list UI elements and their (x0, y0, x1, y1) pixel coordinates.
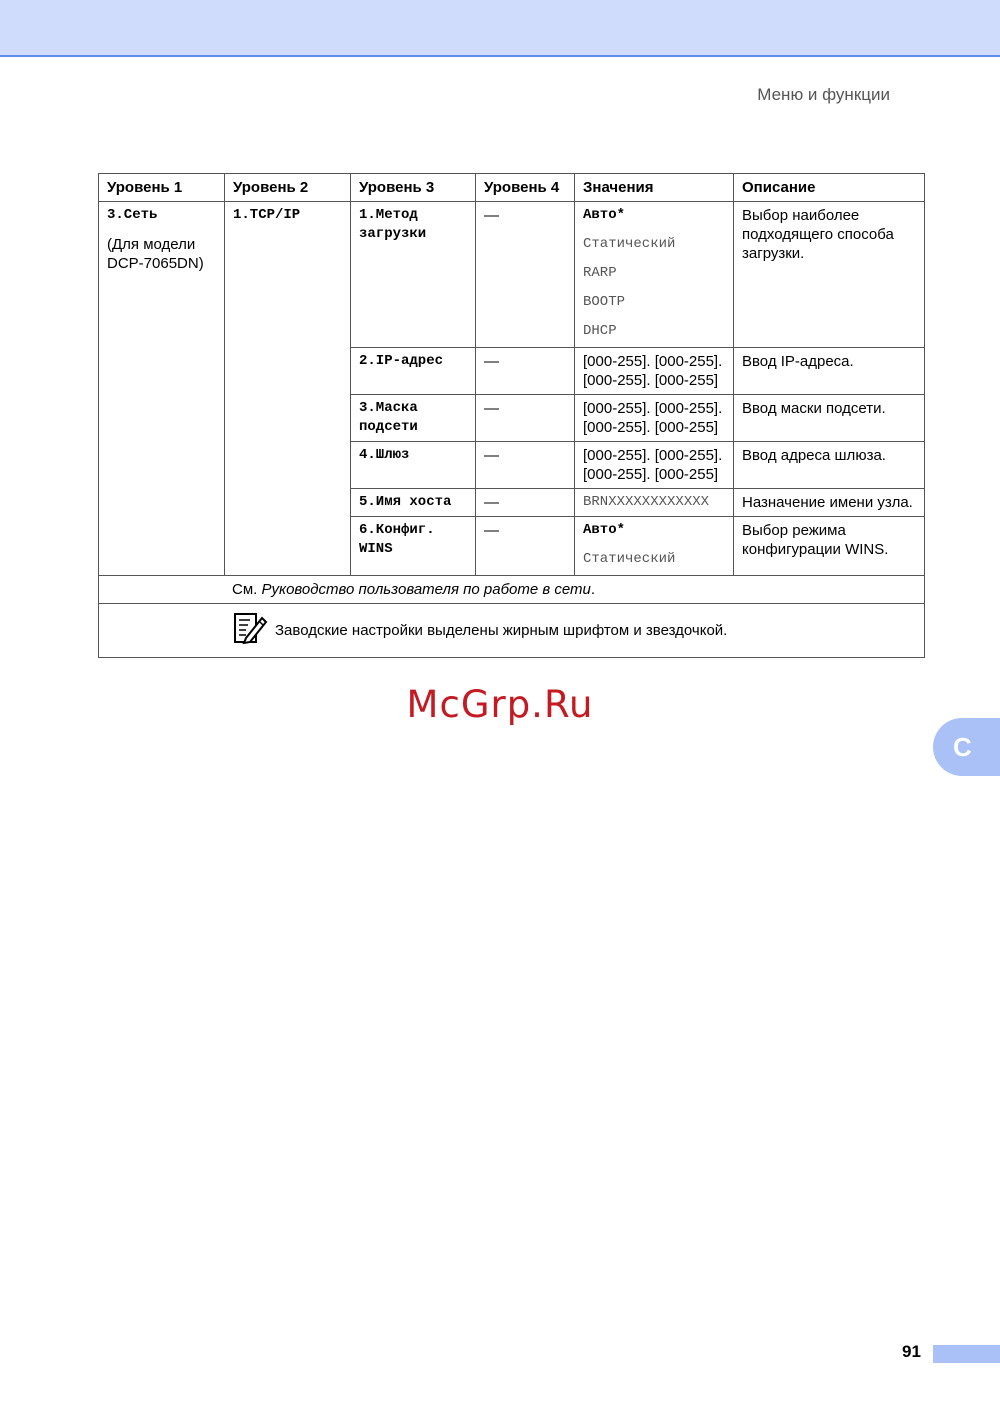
values-cell: [000-255]. [000-255]. [000-255]. [000-255] (575, 442, 734, 489)
header-values: Значения (575, 174, 734, 202)
see-also-row (99, 576, 925, 604)
tip-cell (99, 604, 925, 658)
see-also-link-text: Руководство пользователя по работе в сети (261, 581, 591, 598)
level1-name: 3.Сеть (107, 207, 158, 223)
description-cell: Выбор наиболее подходящего способа загрузки. (734, 202, 925, 348)
level4-cell: — (476, 489, 575, 517)
chapter-letter: C (953, 732, 972, 762)
values-cell (575, 517, 734, 576)
section-title: Меню и функции (757, 85, 890, 104)
level1-cell (99, 202, 225, 576)
menu-table (98, 173, 925, 658)
level4-cell: — (476, 202, 575, 348)
header-level1: Уровень 1 (99, 174, 225, 202)
description-cell: Ввод IP-адреса. (734, 348, 925, 395)
chapter-side-tab (933, 718, 1000, 776)
top-header-bar (0, 0, 1000, 57)
tip-row (99, 604, 925, 658)
header-level2: Уровень 2 (225, 174, 351, 202)
see-also-cell (99, 576, 925, 604)
table-row (99, 202, 925, 348)
level4-cell: — (476, 517, 575, 576)
level3-cell: 3.Маска подсети (351, 395, 476, 442)
description-cell: Выбор режима конфигурации WINS. (734, 517, 925, 576)
tip-text: Заводские настройки выделены жирным шрифтом и звездочкой. (275, 622, 728, 639)
watermark-logo: McGrp.Ru (406, 683, 594, 726)
value-option: Авто* (583, 522, 626, 538)
level3-cell: 1.Метод загрузки (351, 202, 476, 348)
level3-cell: 2.IP-адрес (351, 348, 476, 395)
level4-cell: — (476, 442, 575, 489)
page-number: 91 (902, 1342, 921, 1361)
value-option: Авто* (583, 207, 626, 223)
description-cell: Назначение имени узла. (734, 489, 925, 517)
level2-cell (225, 202, 351, 576)
values-cell: [000-255]. [000-255]. [000-255]. [000-255] (575, 348, 734, 395)
see-also-suffix: . (590, 581, 596, 598)
values-cell (575, 202, 734, 348)
see-also-prefix: См. (232, 581, 258, 598)
header-level3: Уровень 3 (351, 174, 476, 202)
description-cell: Ввод маски подсети. (734, 395, 925, 442)
level3-cell: 5.Имя хоста (351, 489, 476, 517)
value-option: RARP (583, 265, 617, 281)
value-option: DHCP (583, 323, 617, 339)
level3-cell: 6.Конфиг. WINS (351, 517, 476, 576)
header-level4: Уровень 4 (476, 174, 575, 202)
description-cell: Ввод адреса шлюза. (734, 442, 925, 489)
value-option: Статический (583, 551, 676, 567)
values-cell: [000-255]. [000-255]. [000-255]. [000-255] (575, 395, 734, 442)
header-description: Описание (734, 174, 925, 202)
level2-name: 1.TCP/IP (233, 207, 301, 223)
level1-model-note: (Для модели DCP-7065DN) (107, 236, 204, 272)
level3-cell: 4.Шлюз (351, 442, 476, 489)
value-option: Статический (583, 236, 676, 252)
note-pencil-icon (232, 610, 275, 651)
page-number-bar (933, 1345, 1000, 1363)
level4-cell: — (476, 348, 575, 395)
values-cell: BRNXXXXXXXXXXXX (575, 489, 734, 517)
level4-cell: — (476, 395, 575, 442)
value-option: BOOTP (583, 294, 626, 310)
table-header-row (99, 174, 925, 202)
